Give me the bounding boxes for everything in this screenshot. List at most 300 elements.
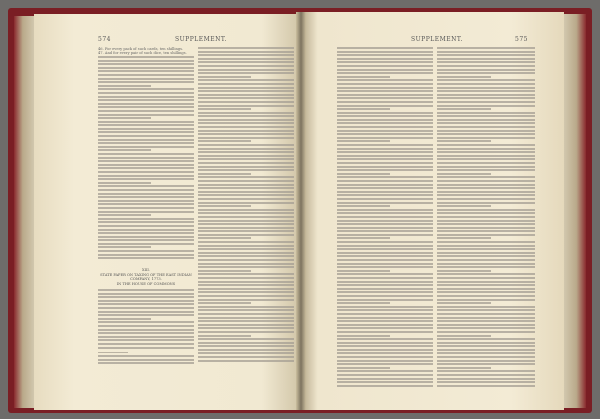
text-line <box>437 320 535 322</box>
right-column-2-text <box>437 47 535 388</box>
text-line <box>98 311 194 313</box>
text-line <box>198 356 294 358</box>
text-line <box>198 72 294 74</box>
text-line <box>337 176 433 178</box>
text-line <box>337 335 390 337</box>
text-line <box>437 385 535 387</box>
text-line <box>337 166 433 168</box>
text-line <box>198 327 294 329</box>
text-line <box>198 302 251 304</box>
text-line <box>337 97 433 99</box>
text-line <box>337 194 433 196</box>
text-line <box>198 122 294 124</box>
text-line <box>198 191 294 193</box>
text-line <box>98 332 194 334</box>
left-column-1-text <box>98 56 194 261</box>
text-line <box>437 259 535 261</box>
text-line <box>98 193 194 195</box>
text-line <box>98 329 194 331</box>
text-line <box>437 184 535 186</box>
text-line <box>98 81 194 83</box>
text-line <box>437 281 535 283</box>
text-line <box>198 284 294 286</box>
text-line <box>198 273 294 275</box>
text-line <box>337 345 433 347</box>
text-line <box>337 101 433 103</box>
text-line <box>198 338 294 340</box>
text-line <box>337 126 433 128</box>
text-line <box>337 360 433 362</box>
text-line <box>98 321 194 323</box>
text-line <box>98 196 194 198</box>
text-line <box>437 241 535 243</box>
text-line <box>198 119 294 121</box>
text-line <box>437 76 491 78</box>
text-line <box>437 367 491 369</box>
text-line <box>98 92 194 94</box>
text-line <box>98 225 194 227</box>
text-line <box>198 166 294 168</box>
text-line <box>437 58 535 60</box>
text-line <box>437 79 535 81</box>
text-line <box>198 220 294 222</box>
text-line <box>437 234 535 236</box>
text-line <box>198 194 294 196</box>
text-line <box>198 237 251 239</box>
left-column-2-text <box>198 47 294 363</box>
text-line <box>98 60 194 62</box>
text-line <box>98 243 194 245</box>
text-line <box>437 255 535 257</box>
text-line <box>98 171 194 173</box>
text-line <box>437 108 491 110</box>
text-line <box>98 246 151 248</box>
text-line <box>198 288 294 290</box>
text-line <box>198 173 251 175</box>
text-line <box>437 248 535 250</box>
text-line <box>437 122 535 124</box>
text-line <box>198 259 294 261</box>
text-line <box>198 101 294 103</box>
book-gutter <box>296 12 306 410</box>
text-line <box>337 198 433 200</box>
text-line <box>198 198 294 200</box>
text-line <box>98 142 194 144</box>
text-line <box>98 254 194 256</box>
text-line <box>437 363 535 365</box>
text-line <box>98 160 194 162</box>
text-line <box>98 139 194 141</box>
text-line <box>437 309 535 311</box>
text-line <box>98 106 194 108</box>
text-line <box>198 245 294 247</box>
text-line <box>437 158 535 160</box>
text-line <box>337 87 433 89</box>
text-line <box>98 236 194 238</box>
text-line <box>437 169 535 171</box>
text-line <box>437 87 535 89</box>
text-line <box>98 88 194 90</box>
text-line <box>337 69 433 71</box>
text-line <box>98 200 194 202</box>
text-line <box>198 187 294 189</box>
text-line <box>437 94 535 96</box>
text-line <box>337 202 433 204</box>
text-line <box>198 212 294 214</box>
text-line <box>198 94 294 96</box>
text-line <box>337 252 433 254</box>
text-line <box>198 349 294 351</box>
text-line <box>437 342 535 344</box>
text-line <box>98 131 194 133</box>
text-line <box>198 58 294 60</box>
text-line <box>337 367 390 369</box>
text-line <box>198 309 294 311</box>
text-line <box>198 352 294 354</box>
text-line <box>98 343 194 345</box>
text-line <box>98 146 194 148</box>
text-line <box>98 103 194 105</box>
text-line <box>337 151 433 153</box>
text-line <box>437 284 535 286</box>
text-line <box>198 158 294 160</box>
text-line <box>98 229 194 231</box>
text-line <box>198 140 251 142</box>
text-line <box>98 124 194 126</box>
left-first-line: 46. For every pack of such cards, ten shillings. <box>98 47 184 51</box>
text-line <box>98 175 194 177</box>
text-line <box>437 155 535 157</box>
text-line <box>98 189 194 191</box>
text-line <box>337 187 433 189</box>
text-line <box>198 252 294 254</box>
text-line <box>337 288 433 290</box>
text-line <box>198 184 294 186</box>
text-line <box>198 299 294 301</box>
text-line <box>437 352 535 354</box>
text-line <box>437 302 491 304</box>
footnote-text <box>98 355 194 366</box>
text-line <box>437 173 491 175</box>
text-line <box>437 180 535 182</box>
text-line <box>198 320 294 322</box>
text-line <box>198 130 294 132</box>
text-line <box>437 220 535 222</box>
text-line <box>337 205 390 207</box>
text-line <box>198 79 294 81</box>
text-line <box>337 133 433 135</box>
text-line <box>437 162 535 164</box>
text-line <box>437 47 535 49</box>
text-line <box>437 205 491 207</box>
text-line <box>437 327 535 329</box>
text-line <box>337 105 433 107</box>
text-line <box>437 291 535 293</box>
text-line <box>198 115 294 117</box>
text-line <box>437 324 535 326</box>
text-line <box>337 112 433 114</box>
text-line <box>337 302 390 304</box>
text-line <box>337 191 433 193</box>
text-line <box>437 51 535 53</box>
text-line <box>437 345 535 347</box>
text-line <box>437 61 535 63</box>
text-line <box>98 63 194 65</box>
text-line <box>337 144 433 146</box>
text-line <box>437 370 535 372</box>
text-line <box>337 216 433 218</box>
text-line <box>437 299 535 301</box>
text-line <box>437 90 535 92</box>
text-line <box>437 105 535 107</box>
text-line <box>198 331 294 333</box>
text-line <box>437 83 535 85</box>
text-line <box>98 214 151 216</box>
text-line <box>437 97 535 99</box>
text-line <box>198 97 294 99</box>
text-line <box>198 313 294 315</box>
text-line <box>198 54 294 56</box>
text-line <box>98 164 194 166</box>
text-line <box>337 158 433 160</box>
text-line <box>337 76 390 78</box>
text-line <box>437 230 535 232</box>
text-line <box>98 336 194 338</box>
text-line <box>437 378 535 380</box>
text-line <box>98 56 194 58</box>
text-line <box>337 223 433 225</box>
text-line <box>198 360 294 362</box>
text-line <box>98 218 194 220</box>
text-line <box>437 198 535 200</box>
text-line <box>337 248 433 250</box>
text-line <box>337 234 433 236</box>
text-line <box>437 69 535 71</box>
text-line <box>437 349 535 351</box>
text-line <box>337 327 433 329</box>
text-line <box>337 155 433 157</box>
text-line <box>198 202 294 204</box>
text-line <box>98 96 194 98</box>
section-title: STATE PAPER ON TAXING OF THE EAST INDIAN COMPANY, 1773. <box>100 273 192 281</box>
text-line <box>98 289 194 291</box>
text-line <box>198 230 294 232</box>
text-line <box>437 101 535 103</box>
text-line <box>98 135 194 137</box>
text-line <box>437 227 535 229</box>
text-line <box>337 295 433 297</box>
text-line <box>437 223 535 225</box>
text-line <box>337 363 433 365</box>
text-line <box>337 220 433 222</box>
text-line <box>337 83 433 85</box>
text-line <box>98 239 194 241</box>
section-subtitle: IN THE HOUSE OF COMMONS <box>116 282 176 286</box>
text-line <box>337 263 433 265</box>
text-line <box>198 90 294 92</box>
text-line <box>337 313 433 315</box>
text-line <box>337 381 433 383</box>
text-line <box>337 374 433 376</box>
text-line <box>437 166 535 168</box>
text-line <box>437 313 535 315</box>
text-line <box>337 72 433 74</box>
text-line <box>98 293 194 295</box>
text-line <box>337 94 433 96</box>
text-line <box>437 381 535 383</box>
text-line <box>98 359 194 361</box>
text-line <box>98 85 151 87</box>
text-line <box>337 255 433 257</box>
text-line <box>337 130 433 132</box>
text-line <box>198 216 294 218</box>
text-line <box>437 191 535 193</box>
text-line <box>337 79 433 81</box>
page-edges-right <box>562 14 586 408</box>
text-line <box>337 119 433 121</box>
text-line <box>337 352 433 354</box>
text-line <box>98 114 194 116</box>
text-line <box>198 234 294 236</box>
text-line <box>198 133 294 135</box>
text-line <box>337 173 390 175</box>
text-line <box>437 270 491 272</box>
text-line <box>98 121 194 123</box>
text-line <box>437 277 535 279</box>
text-line <box>198 112 294 114</box>
text-line <box>198 255 294 257</box>
text-line <box>437 148 535 150</box>
text-line <box>337 342 433 344</box>
text-line <box>198 162 294 164</box>
text-line <box>337 309 433 311</box>
text-line <box>337 212 433 214</box>
text-line <box>437 202 535 204</box>
text-line <box>98 318 151 320</box>
text-line <box>337 162 433 164</box>
page-edges-left <box>14 16 36 408</box>
text-line <box>437 119 535 121</box>
text-line <box>337 148 433 150</box>
text-line <box>98 257 194 259</box>
text-line <box>198 317 294 319</box>
text-line <box>98 149 151 151</box>
text-line <box>437 187 535 189</box>
text-line <box>337 90 433 92</box>
text-line <box>337 378 433 380</box>
text-line <box>98 182 151 184</box>
text-line <box>98 74 194 76</box>
text-line <box>98 153 194 155</box>
text-line <box>337 306 433 308</box>
text-line <box>337 140 390 142</box>
text-line <box>198 61 294 63</box>
text-line <box>437 140 491 142</box>
text-line <box>337 266 433 268</box>
text-line <box>437 245 535 247</box>
text-line <box>198 342 294 344</box>
text-line <box>437 115 535 117</box>
text-line <box>98 347 194 349</box>
text-line <box>98 296 194 298</box>
text-line <box>98 78 194 80</box>
text-line <box>198 137 294 139</box>
text-line <box>198 180 294 182</box>
text-line <box>437 54 535 56</box>
text-line <box>198 324 294 326</box>
text-line <box>98 211 194 213</box>
text-line <box>98 325 194 327</box>
text-line <box>437 216 535 218</box>
text-line <box>98 339 194 341</box>
text-line <box>337 385 433 387</box>
text-line <box>198 248 294 250</box>
text-line <box>98 362 194 364</box>
text-line <box>98 221 194 223</box>
text-line <box>337 349 433 351</box>
text-line <box>198 155 294 157</box>
text-line <box>337 277 433 279</box>
text-line <box>437 331 535 333</box>
text-line <box>337 54 433 56</box>
text-line <box>198 266 294 268</box>
text-line <box>437 212 535 214</box>
text-line <box>337 281 433 283</box>
text-line <box>437 295 535 297</box>
text-line <box>337 241 433 243</box>
text-line <box>198 209 294 211</box>
text-line <box>98 300 194 302</box>
text-line <box>437 266 535 268</box>
text-line <box>337 137 433 139</box>
text-line <box>198 306 294 308</box>
text-line <box>98 307 194 309</box>
text-line <box>337 259 433 261</box>
text-line <box>437 194 535 196</box>
text-line <box>337 320 433 322</box>
right-running-head: SUPPLEMENT. <box>411 36 463 43</box>
text-line <box>337 270 390 272</box>
text-line <box>98 314 194 316</box>
text-line <box>98 117 151 119</box>
text-line <box>198 270 251 272</box>
text-line <box>98 185 194 187</box>
text-line <box>437 237 491 239</box>
section-number: XIII. <box>142 268 150 272</box>
text-line <box>98 167 194 169</box>
text-line <box>337 51 433 53</box>
text-line <box>337 273 433 275</box>
text-line <box>437 374 535 376</box>
text-line <box>437 306 535 308</box>
text-line <box>337 284 433 286</box>
text-line <box>337 65 433 67</box>
right-page-number: 575 <box>515 36 528 43</box>
text-line <box>337 291 433 293</box>
text-line <box>437 263 535 265</box>
text-line <box>337 61 433 63</box>
text-line <box>198 76 251 78</box>
text-line <box>198 205 251 207</box>
text-line <box>198 87 294 89</box>
text-line <box>337 227 433 229</box>
text-line <box>337 245 433 247</box>
text-line <box>198 281 294 283</box>
text-line <box>198 47 294 49</box>
text-line <box>437 151 535 153</box>
text-line <box>198 151 294 153</box>
text-line <box>337 324 433 326</box>
